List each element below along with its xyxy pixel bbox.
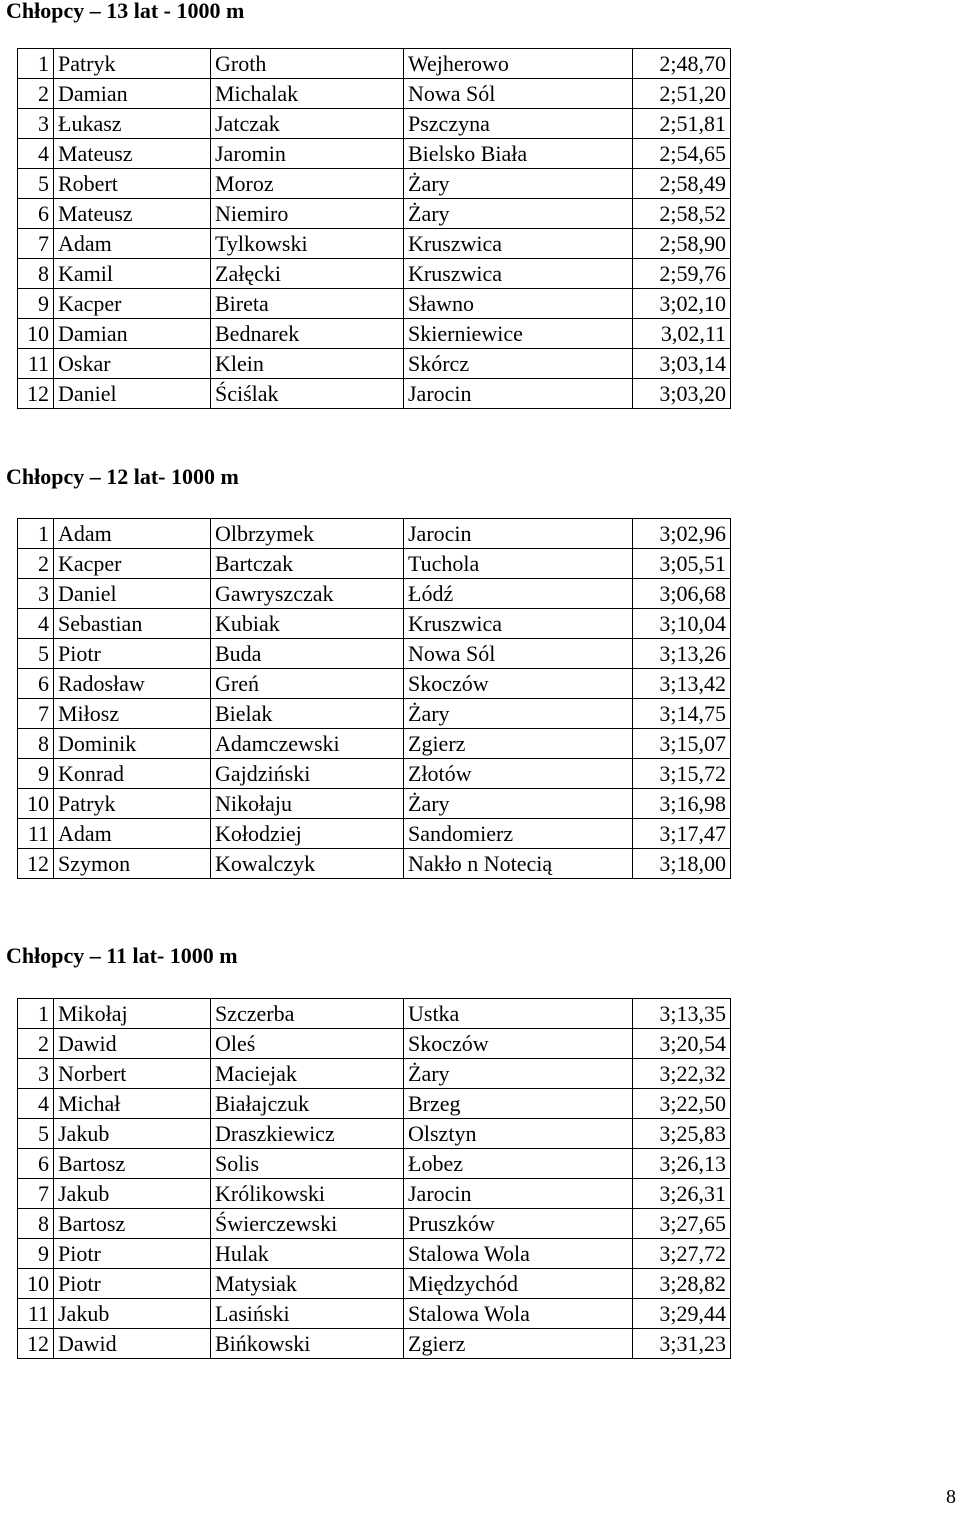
rank-cell: 11 (18, 349, 54, 379)
rank-cell: 9 (18, 289, 54, 319)
first-name-cell: Bartosz (54, 1149, 211, 1179)
time-cell: 3;31,23 (633, 1329, 731, 1359)
results-table-12 (17, 518, 731, 879)
time-cell: 3;15,72 (633, 759, 731, 789)
last-name-cell: Nikołaju (211, 789, 404, 819)
city-cell: Kruszwica (404, 259, 633, 289)
time-cell: 3;02,96 (633, 519, 731, 549)
last-name-cell: Groth (211, 49, 404, 79)
table-row (18, 519, 731, 549)
first-name-cell: Konrad (54, 759, 211, 789)
first-name-cell: Dominik (54, 729, 211, 759)
rank-cell: 4 (18, 139, 54, 169)
first-name-cell: Jakub (54, 1179, 211, 1209)
first-name-cell: Patryk (54, 49, 211, 79)
time-cell: 3;28,82 (633, 1269, 731, 1299)
results-table-11 (17, 998, 731, 1359)
time-cell: 3;26,31 (633, 1179, 731, 1209)
time-cell: 3;14,75 (633, 699, 731, 729)
rank-cell: 2 (18, 549, 54, 579)
first-name-cell: Bartosz (54, 1209, 211, 1239)
table-row (18, 1149, 731, 1179)
first-name-cell: Dawid (54, 1029, 211, 1059)
last-name-cell: Bartczak (211, 549, 404, 579)
city-cell: Nowa Sól (404, 79, 633, 109)
city-cell: Wejherowo (404, 49, 633, 79)
table-row (18, 229, 731, 259)
rank-cell: 6 (18, 199, 54, 229)
table-row (18, 699, 731, 729)
city-cell: Nowa Sól (404, 639, 633, 669)
time-cell: 3;06,68 (633, 579, 731, 609)
city-cell: Sandomierz (404, 819, 633, 849)
rank-cell: 12 (18, 1329, 54, 1359)
rank-cell: 5 (18, 169, 54, 199)
first-name-cell: Dawid (54, 1329, 211, 1359)
time-cell: 2;58,49 (633, 169, 731, 199)
time-cell: 3;22,50 (633, 1089, 731, 1119)
time-cell: 2;58,90 (633, 229, 731, 259)
table-row (18, 349, 731, 379)
rank-cell: 7 (18, 1179, 54, 1209)
time-cell: 3;25,83 (633, 1119, 731, 1149)
rank-cell: 4 (18, 609, 54, 639)
city-cell: Żary (404, 1059, 633, 1089)
rank-cell: 4 (18, 1089, 54, 1119)
time-cell: 3;05,51 (633, 549, 731, 579)
city-cell: Olsztyn (404, 1119, 633, 1149)
last-name-cell: Bireta (211, 289, 404, 319)
time-cell: 3;03,14 (633, 349, 731, 379)
rank-cell: 3 (18, 1059, 54, 1089)
table-row (18, 549, 731, 579)
last-name-cell: Bednarek (211, 319, 404, 349)
table-row (18, 819, 731, 849)
last-name-cell: Gawryszczak (211, 579, 404, 609)
last-name-cell: Kołodziej (211, 819, 404, 849)
rank-cell: 5 (18, 1119, 54, 1149)
rank-cell: 11 (18, 819, 54, 849)
table-row (18, 259, 731, 289)
last-name-cell: Oleś (211, 1029, 404, 1059)
first-name-cell: Jakub (54, 1299, 211, 1329)
time-cell: 3;13,42 (633, 669, 731, 699)
first-name-cell: Adam (54, 519, 211, 549)
city-cell: Pruszków (404, 1209, 633, 1239)
time-cell: 3;20,54 (633, 1029, 731, 1059)
rank-cell: 8 (18, 259, 54, 289)
table-row (18, 1119, 731, 1149)
table-row (18, 1269, 731, 1299)
rank-cell: 10 (18, 789, 54, 819)
city-cell: Żary (404, 789, 633, 819)
table-row (18, 1179, 731, 1209)
time-cell: 3;27,65 (633, 1209, 731, 1239)
section-title-11: Chłopcy – 11 lat- 1000 m (6, 943, 238, 968)
rank-cell: 6 (18, 669, 54, 699)
last-name-cell: Świerczewski (211, 1209, 404, 1239)
table-row (18, 609, 731, 639)
city-cell: Kruszwica (404, 229, 633, 259)
table-row (18, 849, 731, 879)
time-cell: 3;22,32 (633, 1059, 731, 1089)
table-row (18, 79, 731, 109)
table-row (18, 579, 731, 609)
rank-cell: 3 (18, 109, 54, 139)
first-name-cell: Robert (54, 169, 211, 199)
rank-cell: 1 (18, 49, 54, 79)
city-cell: Ustka (404, 999, 633, 1029)
table-row (18, 199, 731, 229)
city-cell: Jarocin (404, 1179, 633, 1209)
time-cell: 3;13,35 (633, 999, 731, 1029)
last-name-cell: Kubiak (211, 609, 404, 639)
last-name-cell: Michalak (211, 79, 404, 109)
time-cell: 2;54,65 (633, 139, 731, 169)
time-cell: 3;13,26 (633, 639, 731, 669)
time-cell: 3;26,13 (633, 1149, 731, 1179)
time-cell: 3;10,04 (633, 609, 731, 639)
page-number: 8 (946, 1486, 956, 1508)
rank-cell: 7 (18, 699, 54, 729)
last-name-cell: Ściślak (211, 379, 404, 409)
time-cell: 2;51,81 (633, 109, 731, 139)
last-name-cell: Jaromin (211, 139, 404, 169)
first-name-cell: Łukasz (54, 109, 211, 139)
rank-cell: 7 (18, 229, 54, 259)
table-row (18, 759, 731, 789)
table-row (18, 169, 731, 199)
last-name-cell: Królikowski (211, 1179, 404, 1209)
first-name-cell: Kacper (54, 289, 211, 319)
time-cell: 3;15,07 (633, 729, 731, 759)
city-cell: Skoczów (404, 1029, 633, 1059)
last-name-cell: Białajczuk (211, 1089, 404, 1119)
first-name-cell: Kacper (54, 549, 211, 579)
table-row (18, 1239, 731, 1269)
time-cell: 3;27,72 (633, 1239, 731, 1269)
last-name-cell: Jatczak (211, 109, 404, 139)
first-name-cell: Oskar (54, 349, 211, 379)
table-row (18, 789, 731, 819)
last-name-cell: Tylkowski (211, 229, 404, 259)
time-cell: 3;16,98 (633, 789, 731, 819)
first-name-cell: Adam (54, 819, 211, 849)
last-name-cell: Olbrzymek (211, 519, 404, 549)
results-table-13 (17, 48, 731, 409)
table-row (18, 319, 731, 349)
time-cell: 2;59,76 (633, 259, 731, 289)
table-row (18, 1059, 731, 1089)
last-name-cell: Kowalczyk (211, 849, 404, 879)
city-cell: Jarocin (404, 519, 633, 549)
last-name-cell: Klein (211, 349, 404, 379)
city-cell: Skórcz (404, 349, 633, 379)
first-name-cell: Kamil (54, 259, 211, 289)
city-cell: Skierniewice (404, 319, 633, 349)
rank-cell: 9 (18, 759, 54, 789)
first-name-cell: Mikołaj (54, 999, 211, 1029)
last-name-cell: Matysiak (211, 1269, 404, 1299)
last-name-cell: Gajdziński (211, 759, 404, 789)
city-cell: Międzychód (404, 1269, 633, 1299)
city-cell: Żary (404, 199, 633, 229)
city-cell: Żary (404, 169, 633, 199)
rank-cell: 1 (18, 999, 54, 1029)
table-row (18, 1029, 731, 1059)
last-name-cell: Greń (211, 669, 404, 699)
time-cell: 3,02,11 (633, 319, 731, 349)
first-name-cell: Michał (54, 1089, 211, 1119)
table-row (18, 109, 731, 139)
rank-cell: 10 (18, 1269, 54, 1299)
time-cell: 3;29,44 (633, 1299, 731, 1329)
time-cell: 2;58,52 (633, 199, 731, 229)
first-name-cell: Damian (54, 79, 211, 109)
last-name-cell: Niemiro (211, 199, 404, 229)
city-cell: Zgierz (404, 729, 633, 759)
city-cell: Bielsko Biała (404, 139, 633, 169)
last-name-cell: Hulak (211, 1239, 404, 1269)
first-name-cell: Jakub (54, 1119, 211, 1149)
time-cell: 3;17,47 (633, 819, 731, 849)
table-row (18, 1329, 731, 1359)
table-row (18, 379, 731, 409)
rank-cell: 9 (18, 1239, 54, 1269)
first-name-cell: Daniel (54, 579, 211, 609)
rank-cell: 11 (18, 1299, 54, 1329)
first-name-cell: Damian (54, 319, 211, 349)
rank-cell: 8 (18, 729, 54, 759)
rank-cell: 8 (18, 1209, 54, 1239)
last-name-cell: Solis (211, 1149, 404, 1179)
last-name-cell: Maciejak (211, 1059, 404, 1089)
first-name-cell: Piotr (54, 639, 211, 669)
time-cell: 2;51,20 (633, 79, 731, 109)
last-name-cell: Załęcki (211, 259, 404, 289)
rank-cell: 1 (18, 519, 54, 549)
rank-cell: 12 (18, 849, 54, 879)
first-name-cell: Szymon (54, 849, 211, 879)
last-name-cell: Szczerba (211, 999, 404, 1029)
city-cell: Sławno (404, 289, 633, 319)
city-cell: Brzeg (404, 1089, 633, 1119)
rank-cell: 2 (18, 79, 54, 109)
city-cell: Pszczyna (404, 109, 633, 139)
table-row (18, 639, 731, 669)
city-cell: Stalowa Wola (404, 1299, 633, 1329)
first-name-cell: Sebastian (54, 609, 211, 639)
first-name-cell: Radosław (54, 669, 211, 699)
first-name-cell: Piotr (54, 1239, 211, 1269)
time-cell: 2;48,70 (633, 49, 731, 79)
city-cell: Skoczów (404, 669, 633, 699)
city-cell: Łobez (404, 1149, 633, 1179)
first-name-cell: Norbert (54, 1059, 211, 1089)
time-cell: 3;03,20 (633, 379, 731, 409)
last-name-cell: Adamczewski (211, 729, 404, 759)
table-row (18, 669, 731, 699)
table-row (18, 1209, 731, 1239)
table-row (18, 139, 731, 169)
first-name-cell: Miłosz (54, 699, 211, 729)
last-name-cell: Lasiński (211, 1299, 404, 1329)
city-cell: Tuchola (404, 549, 633, 579)
city-cell: Zgierz (404, 1329, 633, 1359)
table-row (18, 729, 731, 759)
rank-cell: 10 (18, 319, 54, 349)
rank-cell: 6 (18, 1149, 54, 1179)
last-name-cell: Buda (211, 639, 404, 669)
first-name-cell: Daniel (54, 379, 211, 409)
table-row (18, 1299, 731, 1329)
time-cell: 3;18,00 (633, 849, 731, 879)
table-row (18, 1089, 731, 1119)
section-title-12: Chłopcy – 12 lat- 1000 m (6, 464, 239, 489)
rank-cell: 2 (18, 1029, 54, 1059)
city-cell: Nakło n Notecią (404, 849, 633, 879)
city-cell: Jarocin (404, 379, 633, 409)
first-name-cell: Patryk (54, 789, 211, 819)
first-name-cell: Piotr (54, 1269, 211, 1299)
table-row (18, 289, 731, 319)
last-name-cell: Moroz (211, 169, 404, 199)
last-name-cell: Bińkowski (211, 1329, 404, 1359)
city-cell: Złotów (404, 759, 633, 789)
city-cell: Stalowa Wola (404, 1239, 633, 1269)
table-row (18, 999, 731, 1029)
last-name-cell: Draszkiewicz (211, 1119, 404, 1149)
first-name-cell: Mateusz (54, 139, 211, 169)
city-cell: Kruszwica (404, 609, 633, 639)
last-name-cell: Bielak (211, 699, 404, 729)
rank-cell: 5 (18, 639, 54, 669)
rank-cell: 3 (18, 579, 54, 609)
city-cell: Łódź (404, 579, 633, 609)
time-cell: 3;02,10 (633, 289, 731, 319)
first-name-cell: Mateusz (54, 199, 211, 229)
city-cell: Żary (404, 699, 633, 729)
rank-cell: 12 (18, 379, 54, 409)
section-title-13: Chłopcy – 13 lat - 1000 m (6, 0, 245, 23)
first-name-cell: Adam (54, 229, 211, 259)
table-row (18, 49, 731, 79)
